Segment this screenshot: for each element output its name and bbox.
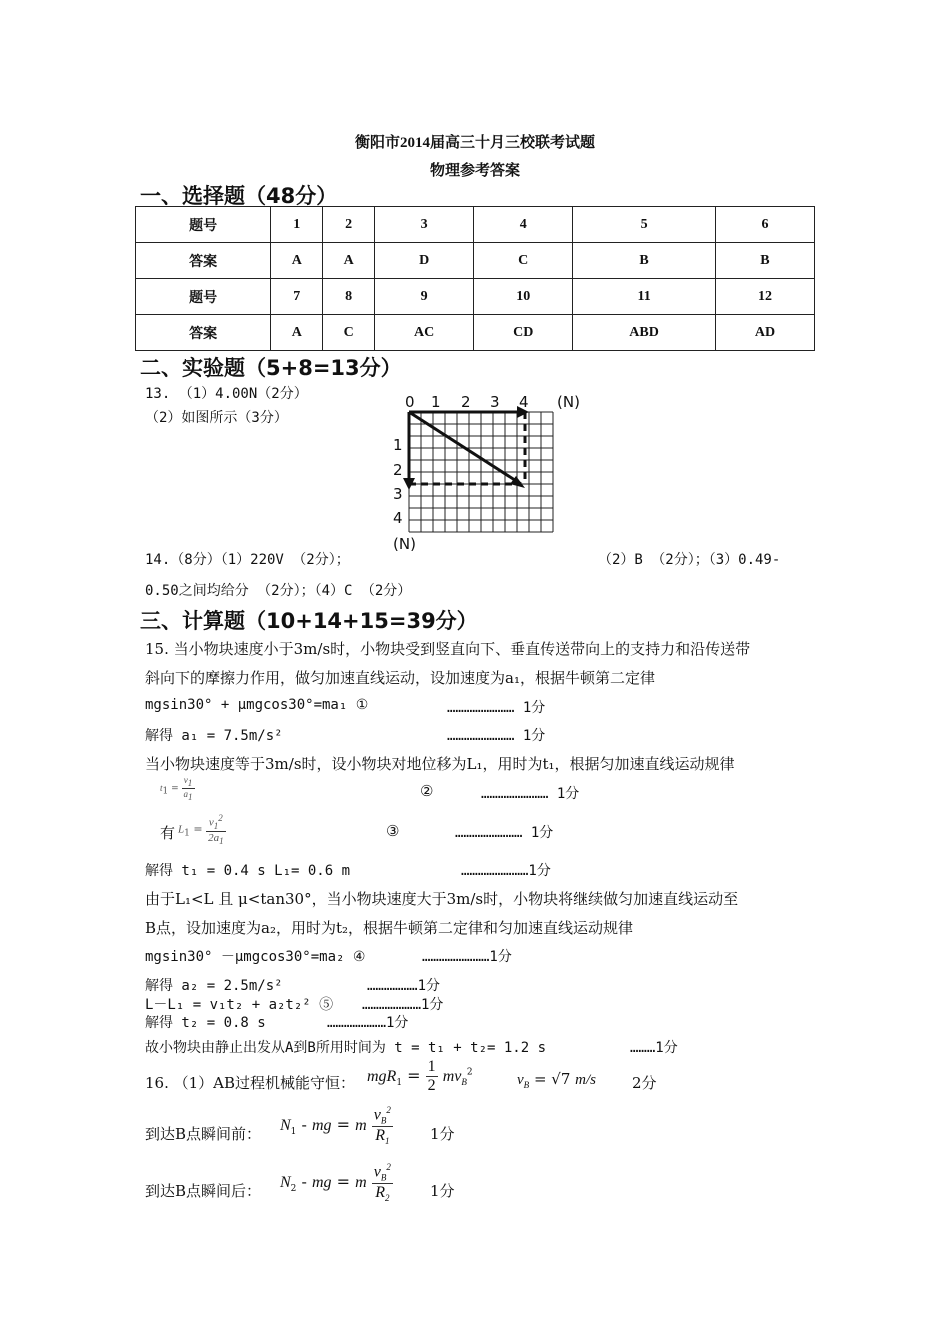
table-cell: 5	[573, 207, 716, 243]
force-grid-diagram	[385, 390, 595, 555]
section-choice-heading: 一、选择题（48分）	[140, 184, 338, 208]
q15-formula-t1: $t_1$ = $\frac{v_1}{a_1}$	[160, 775, 193, 802]
q15-para1: 15. 当小物块速度小于3m/s时，小物块受到竖直向下、垂直传送带向上的支持力和沿传送带	[145, 640, 751, 658]
q15-eq3-mark: ③	[386, 822, 400, 840]
table-cell: 题号	[136, 207, 271, 243]
table-cell: B	[573, 243, 716, 279]
section-calc-heading: 三、计算题（10+14+15=39分）	[140, 609, 478, 633]
q15-formula-L1: $L_1$ = $\frac{v_1^2}{2a_1}$	[178, 813, 224, 847]
table-cell: 9	[375, 279, 474, 315]
table-cell: C	[474, 243, 573, 279]
table-cell: 2	[323, 207, 375, 243]
table-cell: 7	[271, 279, 323, 315]
x-tick-label: 2	[461, 393, 471, 411]
y-tick-label: 3	[393, 485, 403, 503]
q16-line1-prefix: 16. （1）AB过程机械能守恒：	[145, 1074, 356, 1092]
table-cell: AC	[375, 315, 474, 351]
table-cell: 1	[271, 207, 323, 243]
q14-line1-right: （2）B （2分）；（3）0.49-	[598, 552, 781, 568]
q13-line1: 13. （1）4.00N（2分）	[145, 386, 308, 402]
q16-formula-n2: $N_2$ - mg = m $\frac{v_B^2}{R_2}$	[280, 1162, 391, 1203]
q16-formula-vb: $v_B = √7$ m/s	[517, 1070, 596, 1090]
y-tick-label: 2	[393, 461, 403, 479]
table-cell: C	[323, 315, 375, 351]
q15-eq3-score: …………………… 1分	[455, 825, 554, 841]
q16-formula-n1: $N_1$ - mg = m $\frac{v_B^2}{R_1}$	[280, 1105, 391, 1146]
table-row	[136, 243, 815, 279]
q15-eq5: L－L₁ = v₁t₂ + a₂t₂² ⑤	[145, 997, 334, 1013]
x-tick-label: 1	[431, 393, 441, 411]
q15-solution2: 解得 t₁ = 0.4 s L₁= 0.6 m	[145, 863, 351, 879]
answer-table	[135, 206, 815, 351]
table-cell: 12	[715, 279, 814, 315]
table-cell: 8	[323, 279, 375, 315]
y-tick-label: 1	[393, 436, 403, 454]
q15-solution3: 解得 a₂ = 2.5m/s²	[145, 978, 283, 994]
table-cell: 11	[573, 279, 716, 315]
table-cell: 6	[715, 207, 814, 243]
q15-eq5-score: …………………1分	[362, 997, 444, 1013]
q15-conclusion-score: ………1分	[630, 1040, 678, 1056]
q15-conclusion: 故小物块由静止出发从A到B所用时间为 t = t₁ + t₂= 1.2 s	[145, 1040, 547, 1056]
q15-solution1-score: …………………… 1分	[447, 728, 546, 744]
table-cell: A	[323, 243, 375, 279]
q15-eq1-score: …………………… 1分	[447, 700, 546, 716]
q15-eq2-score: …………………… 1分	[481, 786, 580, 802]
q14-line2: 0.50之间均给分 （2分）；（4）C （2分）	[145, 583, 412, 599]
q14-line1-left: 14.（8分）（1）220V （2分）；	[145, 552, 350, 568]
q15-eq2-mark: ②	[420, 782, 434, 800]
q15-solution4: 解得 t₂ = 0.8 s	[145, 1015, 266, 1031]
q15-solution4-score: …………………1分	[327, 1015, 409, 1031]
table-cell: ABD	[573, 315, 716, 351]
table-row	[136, 315, 815, 351]
q15-solution3-score: ………………1分	[367, 978, 441, 994]
y-tick-label: 4	[393, 509, 403, 527]
table-cell: 10	[474, 279, 573, 315]
q15-para4: 由于L₁<L 且 μ<tan30°，当小物块速度大于3m/s时，小物块将继续做匀加速直线运动至	[145, 890, 739, 908]
q15-eq1: mgsin30° + μmgcos30°=ma₁ ①	[145, 697, 369, 713]
table-row	[136, 207, 815, 243]
q15-para5: B点，设加速度为a₂，用时为t₂，根据牛顿第二定律和匀加速直线运动规律	[145, 919, 634, 937]
x-tick-label: 4	[519, 393, 529, 411]
q15-para2: 斜向下的摩擦力作用，做匀加速直线运动，设加速度为a₁，根据牛顿第二定律	[145, 669, 655, 687]
table-cell: 4	[474, 207, 573, 243]
x-unit-label: (N)	[557, 393, 580, 411]
q16-line3-score: 1分	[430, 1182, 455, 1200]
q15-eq4: mgsin30° －μmgcos30°=ma₂ ④	[145, 949, 366, 965]
q15-solution1: 解得 a₁ = 7.5m/s²	[145, 728, 283, 744]
table-cell: 3	[375, 207, 474, 243]
table-cell: 题号	[136, 279, 271, 315]
table-cell: A	[271, 315, 323, 351]
table-row	[136, 279, 815, 315]
q15-para3: 当小物块速度等于3m/s时，设小物块对地位移为L₁，用时为t₁，根据匀加速直线运动规律	[145, 755, 735, 773]
x-tick-label: 0	[405, 393, 415, 411]
q16-formula-energy: mgR$_1$ = $\frac{1}{2}$ $mv_B^2$	[367, 1058, 473, 1094]
q16-line1-score: 2分	[632, 1074, 657, 1092]
table-cell: CD	[474, 315, 573, 351]
q13-line2: （2）如图所示（3分）	[145, 410, 288, 426]
table-cell: A	[271, 243, 323, 279]
q15-solution2-score: ……………………1分	[461, 863, 551, 879]
page-subtitle: 物理参考答案	[429, 163, 520, 179]
q16-line2-score: 1分	[430, 1125, 455, 1143]
table-cell: D	[375, 243, 474, 279]
y-unit-label: (N)	[393, 535, 416, 553]
section-experiment-heading: 二、实验题（5+8=13分）	[140, 356, 402, 380]
x-tick-label: 3	[490, 393, 500, 411]
table-cell: 答案	[136, 243, 271, 279]
q15-eq3-prefix: 有	[160, 824, 176, 842]
table-cell: 答案	[136, 315, 271, 351]
q16-line3-prefix: 到达B点瞬间后：	[145, 1182, 262, 1200]
q16-line2-prefix: 到达B点瞬间前：	[145, 1125, 262, 1143]
table-cell: AD	[715, 315, 814, 351]
page-title: 衡阳市2014届高三十月三校联考试题	[354, 135, 595, 151]
q15-eq4-score: ……………………1分	[422, 949, 512, 965]
table-cell: B	[715, 243, 814, 279]
